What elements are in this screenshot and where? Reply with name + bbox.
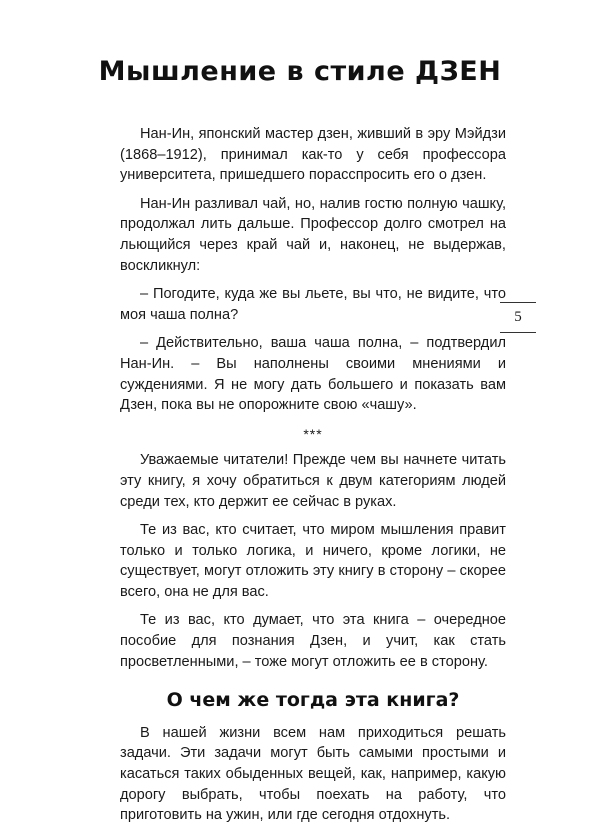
paragraph: – Погодите, куда же вы льете, вы что, не видите, что моя чаша полна?	[120, 286, 506, 323]
paragraph: – Действительно, ваша чаша полна, – подтвердил Нан-Ин. – Вы наполнены своими мнениями и суждениями. Я не могу дать большего и показать вам Дзен, пока вы не опорожните свою «чашу».	[120, 335, 506, 414]
section-heading: О чем же тогда эта книга?	[166, 689, 460, 712]
body-text	[120, 124, 506, 834]
paragraph: Нан-Ин, японский мастер дзен, живший в эру Мэйдзи (1868–1912), принимал как-то у себя профессора университета, пришедшего порасспросить его о дзен.	[120, 126, 506, 184]
section-separator: ***	[303, 425, 323, 442]
paragraph: Те из вас, кто думает, что эта книга – очередное пособие для познания Дзен, и учит, как стать просветленными, – тоже могут отложить ее в сторону.	[120, 612, 506, 670]
page-number: 5	[514, 309, 522, 325]
paragraph: Те из вас, кто считает, что миром мышления правит только и только логика, и ничего, кроме логики, не существует, могут отложить эту книгу в сторону – скорее всего, она не для вас.	[120, 522, 506, 600]
page-number-block	[500, 302, 536, 333]
paragraph: В нашей жизни всем нам приходиться решать задачи. Эти задачи могут быть самыми простыми и касаться таких обыденных вещей, как, например, какую дорогу выбрать, чтобы поехать на работу, что приготовить на ужин, или где сегодня отдохнуть.	[120, 724, 506, 824]
paragraph: Нан-Ин разливал чай, но, налив гостю полную чашку, продолжал лить дальше. Профессор долго смотрел на льющийся через край чай и, наконец, не выдержав, воскликнул:	[120, 195, 506, 274]
paragraph: Уважаемые читатели! Прежде чем вы начнете читать эту книгу, я хочу обратиться к двум категориям людей среди тех, кто держит ее сейчас в руках.	[120, 452, 506, 510]
divider	[500, 332, 536, 333]
chapter-title: Мышление в стиле ДЗЕН	[98, 56, 502, 87]
